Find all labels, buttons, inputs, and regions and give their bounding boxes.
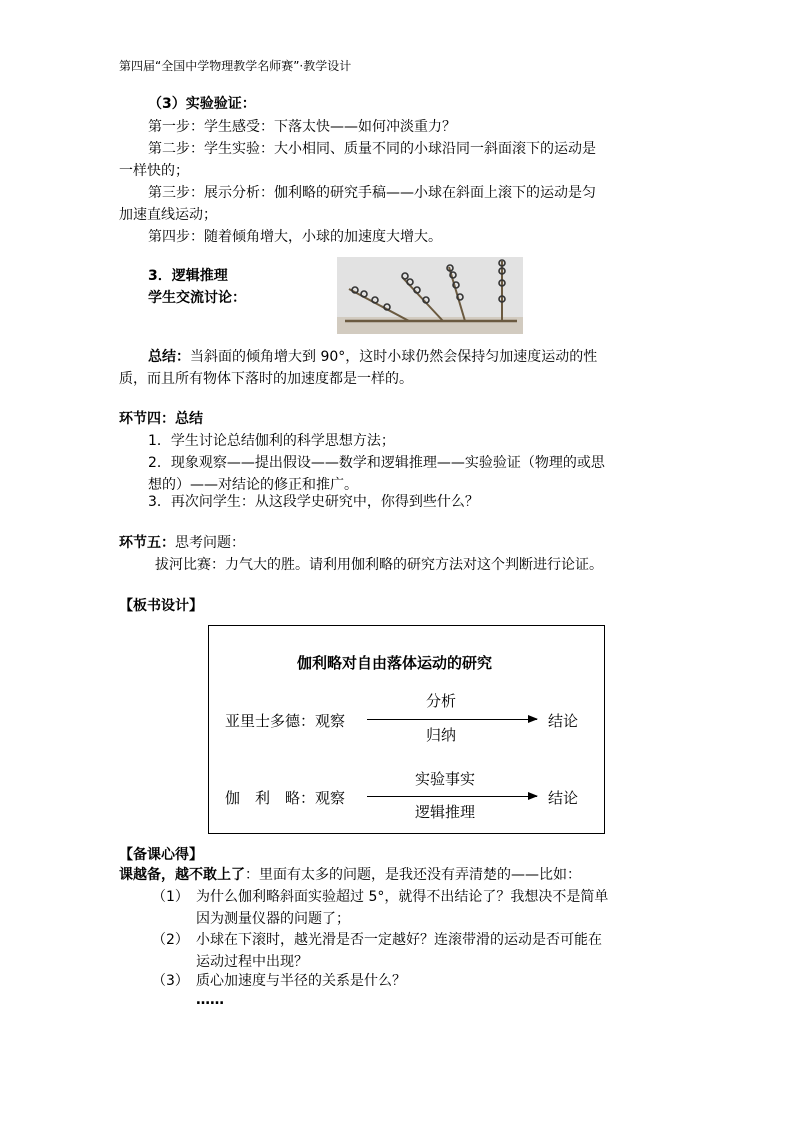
board-heading: 【板书设计】 (119, 598, 203, 614)
row1-top: 分析 (426, 692, 457, 710)
part4-title: 环节四：总结 (119, 411, 203, 427)
step-3-cont: 加速直线运动； (119, 207, 217, 223)
part4-item-2-cont: 想的）——对结论的修正和推广。 (148, 477, 358, 493)
row2-right: 结论 (548, 789, 579, 807)
summary-line-2: 质，而且所有物体下落时的加速度都是一样的。 (119, 371, 413, 387)
reflection-lead-bold: 课越备，越不敢上了 (119, 867, 245, 883)
part4-item-3: 3．再次问学生：从这段学史研究中，你得到些什么？ (148, 494, 479, 510)
reflection-heading: 【备课心得】 (119, 847, 203, 863)
inclined-plane-photo-icon (337, 257, 523, 334)
row1-arrow-icon (367, 719, 537, 720)
row2-bottom: 逻辑推理 (415, 803, 476, 821)
section-title: （3）实验验证： (148, 96, 256, 112)
logic-title: 3．逻辑推理 (148, 268, 228, 284)
summary-label: 总结： (148, 349, 190, 365)
q2-text-cont: 运动过程中出现？ (196, 954, 308, 970)
reflection-lead-rest: ：里面有太多的问题，是我还没有弄清楚的——比如： (245, 867, 581, 883)
summary-text: 当斜面的倾角增大到 90°，这时小球仍然会保持匀加速度运动的性 (190, 349, 598, 365)
part5-title-rest: 思考问题： (175, 535, 245, 551)
step-2-cont: 一样快的； (119, 163, 189, 179)
row1-right: 结论 (548, 712, 579, 730)
part5-text: 拔河比赛：力气大的胜。请利用伽利略的研究方法对这个判断进行论证。 (155, 557, 603, 573)
q1-text-cont: 因为测量仪器的问题了； (196, 911, 350, 927)
row1-bottom: 归纳 (426, 726, 457, 744)
step-3: 第三步：展示分析：伽利略的研究手稿——小球在斜面上滚下的运动是匀 (148, 185, 596, 201)
q2-number: （2） (152, 932, 189, 948)
row2-left: 伽 利 略：观察 (225, 789, 346, 807)
q1-number: （1） (152, 889, 189, 905)
part4-item-1: 1．学生讨论总结伽利的科学思想方法； (148, 433, 395, 449)
row2-arrow-icon (367, 796, 537, 797)
row1-left: 亚里士多德：观察 (225, 712, 346, 730)
page-header: 第四届“全国中学物理教学名师赛”·教学设计 (119, 59, 352, 73)
q3-text: 质心加速度与半径的关系是什么？ (196, 973, 406, 989)
board-design-box (208, 625, 605, 834)
step-1: 第一步：学生感受：下落太快——如何冲淡重力？ (148, 119, 456, 135)
ellipsis: …… (196, 992, 224, 1008)
inclined-plane-drawing (337, 257, 523, 334)
summary-line-1 (148, 347, 597, 368)
step-4: 第四步：随着倾角增大，小球的加速度大增大。 (148, 229, 442, 245)
board-title: 伽利略对自由落体运动的研究 (297, 654, 493, 672)
q3-number: （3） (152, 973, 189, 989)
row2-top: 实验事实 (415, 770, 476, 788)
step-2: 第二步：学生实验：大小相同、质量不同的小球沿同一斜面滚下的运动是 (148, 141, 596, 157)
reflection-lead (119, 865, 581, 886)
part5-title: 环节五： (119, 535, 175, 551)
logic-subtitle: 学生交流讨论： (148, 290, 246, 306)
q1-text: 为什么伽利略斜面实验超过 5°，就得不出结论了？我想决不是简单 (196, 889, 609, 905)
part4-item-2: 2．现象观察——提出假设——数学和逻辑推理——实验验证（物理的或思 (148, 455, 605, 471)
part5-title-line (119, 533, 245, 554)
q2-text: 小球在下滚时，越光滑是否一定越好？连滚带滑的运动是否可能在 (196, 932, 602, 948)
